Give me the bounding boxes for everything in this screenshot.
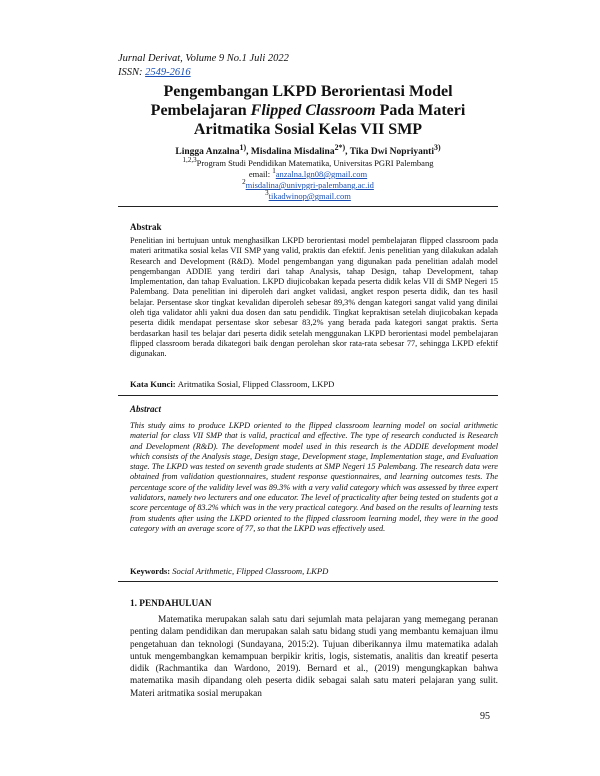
- paper-title: [118, 82, 498, 139]
- title-line-2-c: Pada Materi: [375, 102, 466, 119]
- author-1-sup: 1): [239, 143, 247, 152]
- divider: [118, 581, 498, 582]
- kata-kunci: [130, 379, 498, 390]
- email-line-3: [118, 188, 498, 202]
- author-3-sup: 3): [434, 143, 441, 152]
- author-2: , Misdalina Misdalina: [246, 147, 335, 158]
- email-2-sup: 2: [242, 178, 246, 186]
- abstract-text: This study aims to produce LKPD oriented to the flipped classroom learning model on social arithmetic material for class VII SMP that is valid, practical and effective. The type of research conducted is Research and Development (R&D). The development model used in this research is the ADDIE development model which consists of the Analysis stage, Design stage, Development stage, Implementation stage, and Evaluation stage. The LKPD was tested on seventh grade students at SMP Negeri 15 Palembang. The research data were obtained from validation questionnaires, student response questionnaires, and learning outcomes tests. The percentage score of the validity level was 89.3% with a very valid category which was assessed by three expert validators, namely two lecturers and one educator. The level of practicality after being tested on students got a score percentage of 83.2% which was in the very practical category. And based on the results of learning tests from students after using the LKPD oriented to the flipped classroom learning model, they were in the good category with an average score of 77, so that the LKPD was effectively used.: [130, 421, 498, 533]
- issn-link[interactable]: 2549-2616: [145, 67, 191, 78]
- title-line-2: [118, 101, 498, 120]
- kata-kunci-label: Kata Kunci:: [130, 379, 178, 389]
- section-heading: 1. PENDAHULUAN: [130, 599, 212, 609]
- keywords-text: Social Arithmetic, Flipped Classroom, LKPD: [172, 566, 329, 576]
- issn-line: [118, 66, 191, 79]
- title-line-2-b: Flipped Classroom: [250, 102, 376, 119]
- email-3-sup: 3: [265, 189, 269, 197]
- affiliation-sup: 1,2,3: [182, 156, 197, 164]
- kata-kunci-text: Aritmatika Sosial, Flipped Classroom, LKPD: [177, 379, 335, 389]
- keywords-label: Keywords:: [130, 566, 173, 576]
- keywords: [130, 566, 498, 577]
- email-label: email:: [248, 168, 273, 179]
- section-body: Matematika merupakan salah satu dari sejumlah mata pelajaran yang memegang peranan penting dalam pendidikan dan merupakan salah satu bidang studi yang membantu kemajuan ilmu pengetahuan dan teknologi (Sundayana, 2015:2). Tujuan diberikannya ilmu matematika adalah untuk mengembangkan kemampuan berpikir kritis, logis, sistematis, analitis dan kreatif peserta didik (Rachmantika dan Wardono, 2019). Bernard et al., (2019) mengungkapkan bahwa matematika masih dipandang oleh peserta didik sebagai salah satu materi pelajaran yang sulit. Materi aritmatika sosial merupakan: [130, 615, 498, 699]
- title-line-2-a: Pembelajaran: [150, 102, 251, 119]
- email-2-link[interactable]: misdalina@univpgri-palembang.ac.id: [245, 179, 374, 190]
- author-3: , Tika Dwi Nopriyanti: [345, 147, 434, 158]
- abstrak-heading: Abstrak: [130, 222, 162, 232]
- email-1-sup: 1: [272, 167, 276, 175]
- divider: [118, 206, 498, 207]
- email-1-link[interactable]: anzalna.lgn08@gmail.com: [275, 168, 368, 179]
- abstract-heading: Abstract: [130, 404, 162, 414]
- journal-info: Jurnal Derivat, Volume 9 No.1 Juli 2022: [118, 53, 289, 64]
- author-1: Lingga Anzalna: [175, 147, 240, 158]
- page-number: 95: [480, 711, 490, 722]
- issn-label: ISSN:: [118, 67, 146, 78]
- author-2-sup: 2*): [334, 143, 346, 152]
- divider: [118, 395, 498, 396]
- title-line-1: Pengembangan LKPD Berorientasi Model: [163, 83, 453, 100]
- title-line-3: Aritmatika Sosial Kelas VII SMP: [193, 121, 423, 138]
- abstrak-text: Penelitian ini bertujuan untuk menghasilkan LKPD berorientasi model pembelajaran flipped classroom pada materi aritmatika sosial kelas VII SMP yang valid, praktis dan efektif. Jenis penelitian yang dilakukan adalah Research and Development (R&D). Model pengembangan yang digunakan pada penelitian adalah model pengembangan ADDIE yang terdiri dari tahap Analysis, tahap Design, tahap Development, tahap Implementation, dan tahap Evaluation. LKPD diujicobakan kepada peserta didik kelas VII di SMP Negeri 15 Palembang. Data penelitian ini diperoleh dari angket validasi, angket respon peserta didik, dan tes hasil belajar. Persentase skor tingkat kevalidan diperoleh sebesar 89,3% dengan kategori sangat valid yang dinilai oleh tiga validator ahli yakni dua dosen dan satu pendidik. Tingkat kepraktisan setelah diujicobakan kepada peserta didik mendapat persentase skor sebesar 83,2% yang berada pada kategori sangat praktis. Serta berdasarkan hasil tes belajar dari peserta didik setelah menggunakan LKPD berorientasi model pembelajaran flipped classroom berada dikategori baik dengan perolehan skor rata-rata sebesar 77, sehingga LKPD efektif digunakan.: [130, 236, 498, 359]
- affiliation-text: Program Studi Pendidikan Matematika, Universitas PGRI Palembang: [196, 157, 434, 168]
- email-3-link[interactable]: tikadwinop@gmail.com: [268, 190, 351, 201]
